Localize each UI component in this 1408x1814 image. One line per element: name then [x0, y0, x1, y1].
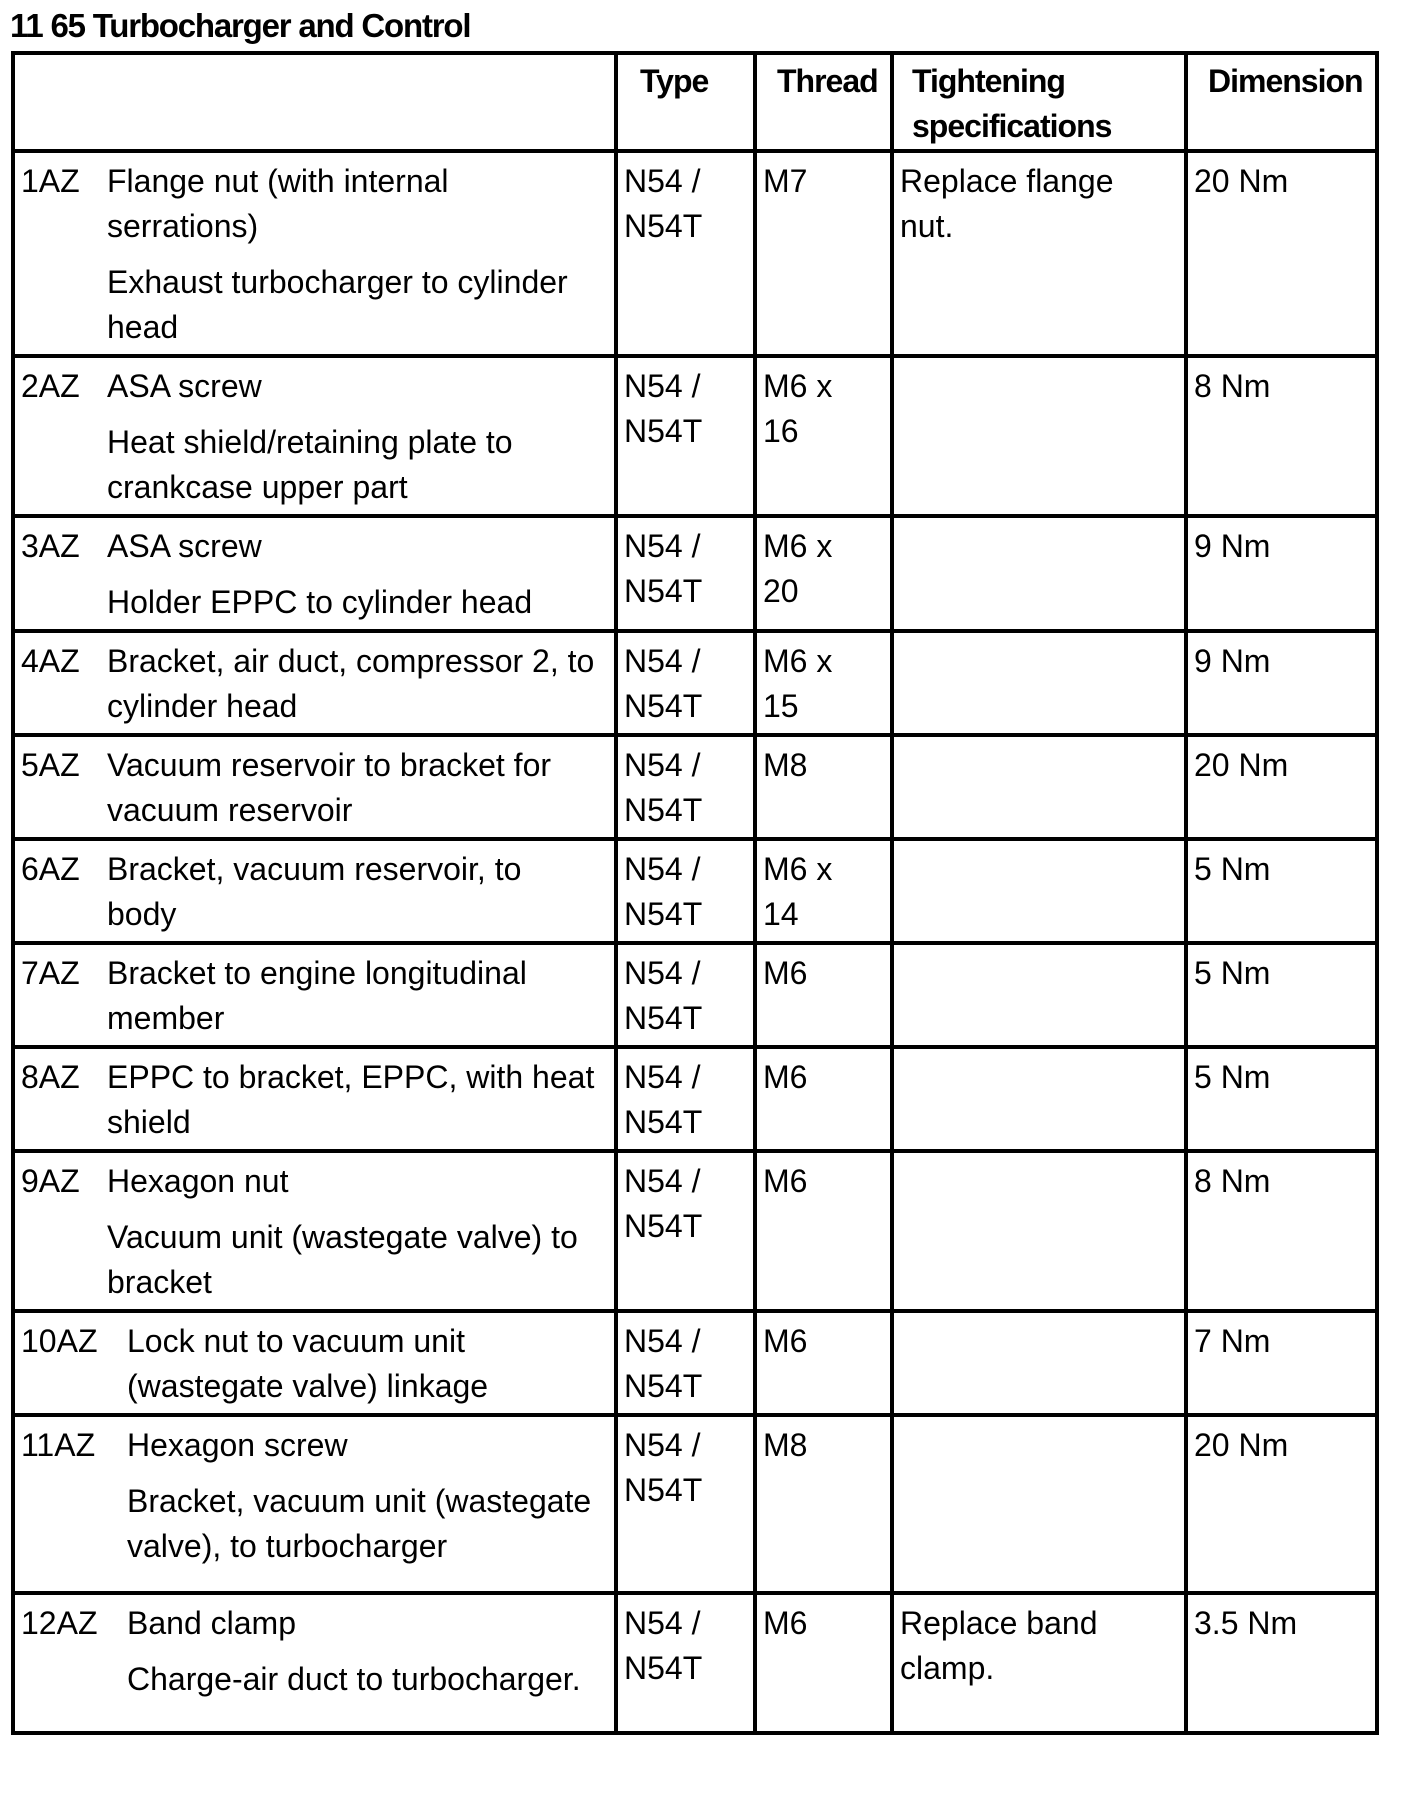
item-name: Flange nut (with internal serrations)	[107, 163, 449, 244]
type-cell: N54 / N54T	[616, 943, 755, 1047]
thread-cell: M6 x 15	[755, 631, 892, 735]
item-code: 12AZ	[21, 1605, 98, 1641]
item-code: 9AZ	[21, 1163, 80, 1199]
table-header-row	[13, 53, 1377, 151]
spec-cell: Replace flange nut.	[892, 151, 1186, 356]
thread-cell: M6	[755, 1047, 892, 1151]
spec-cell	[892, 631, 1186, 735]
thread-cell: M7	[755, 151, 892, 356]
table-row	[13, 631, 1377, 735]
item-cell	[13, 516, 616, 631]
item-cell	[13, 1047, 616, 1151]
dim-cell: 20 Nm	[1186, 151, 1377, 356]
item-name: Hexagon nut	[107, 1163, 289, 1199]
table-body	[13, 151, 1377, 1733]
page-title: 11 65 Turbocharger and Control	[10, 7, 471, 44]
dim-cell: 5 Nm	[1186, 839, 1377, 943]
table-row	[13, 839, 1377, 943]
item-cell	[13, 631, 616, 735]
item-cell	[13, 943, 616, 1047]
type-cell: N54 / N54T	[616, 839, 755, 943]
header-dimension: Dimension	[1186, 53, 1377, 151]
table-row	[13, 735, 1377, 839]
item-name: Bracket to engine longitudinal member	[107, 955, 527, 1036]
type-cell: N54 / N54T	[616, 735, 755, 839]
dim-cell: 5 Nm	[1186, 1047, 1377, 1151]
header-item	[13, 53, 616, 151]
header-thread: Thread	[755, 53, 892, 151]
spec-cell: Replace band clamp.	[892, 1593, 1186, 1733]
item-name: EPPC to bracket, EPPC, with heat shield	[107, 1059, 595, 1140]
dim-cell: 20 Nm	[1186, 1415, 1377, 1593]
spec-cell	[892, 516, 1186, 631]
table-row	[13, 1311, 1377, 1415]
item-detail: Heat shield/retaining plate to crankcase upper part	[107, 424, 513, 505]
table-row	[13, 356, 1377, 516]
thread-cell: M6 x 16	[755, 356, 892, 516]
item-detail: Holder EPPC to cylinder head	[107, 584, 533, 620]
spec-cell	[892, 839, 1186, 943]
spec-cell	[892, 356, 1186, 516]
table-row	[13, 1593, 1377, 1733]
spec-cell	[892, 943, 1186, 1047]
table-row	[13, 516, 1377, 631]
item-code: 3AZ	[21, 528, 80, 564]
type-cell: N54 / N54T	[616, 1151, 755, 1311]
dim-cell: 8 Nm	[1186, 1151, 1377, 1311]
item-cell	[13, 735, 616, 839]
item-code: 6AZ	[21, 851, 80, 887]
item-name: Vacuum reservoir to bracket for vacuum reservoir	[107, 747, 552, 828]
dim-cell: 9 Nm	[1186, 516, 1377, 631]
type-cell: N54 / N54T	[616, 516, 755, 631]
item-code: 11AZ	[21, 1427, 96, 1463]
header-tightening: Tightening specifications	[892, 53, 1186, 151]
item-code: 5AZ	[21, 747, 80, 783]
spec-cell	[892, 735, 1186, 839]
item-detail: Bracket, vacuum unit (wastegate valve), to turbocharger	[127, 1483, 592, 1564]
item-cell	[13, 1151, 616, 1311]
type-cell: N54 / N54T	[616, 1047, 755, 1151]
thread-cell: M6	[755, 943, 892, 1047]
type-cell: N54 / N54T	[616, 1415, 755, 1593]
item-name: Band clamp	[127, 1605, 296, 1641]
dim-cell: 20 Nm	[1186, 735, 1377, 839]
spec-cell	[892, 1311, 1186, 1415]
item-name: ASA screw	[107, 528, 262, 564]
thread-cell: M6	[755, 1311, 892, 1415]
table-row	[13, 943, 1377, 1047]
item-cell	[13, 356, 616, 516]
item-cell	[13, 1415, 616, 1593]
spec-cell	[892, 1151, 1186, 1311]
thread-cell: M6 x 20	[755, 516, 892, 631]
item-code: 1AZ	[21, 163, 80, 199]
thread-cell: M6	[755, 1151, 892, 1311]
item-detail: Vacuum unit (wastegate valve) to bracket	[107, 1219, 578, 1300]
item-name: ASA screw	[107, 368, 262, 404]
item-cell	[13, 1593, 616, 1733]
spec-cell	[892, 1047, 1186, 1151]
item-name: Bracket, vacuum reservoir, to body	[107, 851, 522, 932]
table-row	[13, 1415, 1377, 1593]
thread-cell: M6 x 14	[755, 839, 892, 943]
item-code: 8AZ	[21, 1059, 80, 1095]
thread-cell: M8	[755, 1415, 892, 1593]
item-code: 10AZ	[21, 1323, 98, 1359]
thread-cell: M8	[755, 735, 892, 839]
table-row	[13, 1151, 1377, 1311]
item-name: Bracket, air duct, compressor 2, to cylinder head	[107, 643, 595, 724]
dim-cell: 3.5 Nm	[1186, 1593, 1377, 1733]
item-detail: Charge-air duct to turbocharger.	[127, 1661, 581, 1697]
item-name: Hexagon screw	[127, 1427, 348, 1463]
dim-cell: 5 Nm	[1186, 943, 1377, 1047]
item-cell	[13, 839, 616, 943]
item-code: 4AZ	[21, 643, 80, 679]
type-cell: N54 / N54T	[616, 631, 755, 735]
torque-spec-table	[11, 51, 1379, 1735]
dim-cell: 7 Nm	[1186, 1311, 1377, 1415]
table-row	[13, 1047, 1377, 1151]
header-type: Type	[616, 53, 755, 151]
item-code: 7AZ	[21, 955, 80, 991]
type-cell: N54 / N54T	[616, 356, 755, 516]
item-cell	[13, 151, 616, 356]
item-code: 2AZ	[21, 368, 80, 404]
dim-cell: 8 Nm	[1186, 356, 1377, 516]
thread-cell: M6	[755, 1593, 892, 1733]
item-detail: Exhaust turbocharger to cylinder head	[107, 264, 568, 345]
type-cell: N54 / N54T	[616, 1593, 755, 1733]
spec-cell	[892, 1415, 1186, 1593]
type-cell: N54 / N54T	[616, 1311, 755, 1415]
table-row	[13, 151, 1377, 356]
item-name: Lock nut to vacuum unit (wastegate valve) linkage	[127, 1323, 489, 1404]
item-cell	[13, 1311, 616, 1415]
dim-cell: 9 Nm	[1186, 631, 1377, 735]
type-cell: N54 / N54T	[616, 151, 755, 356]
